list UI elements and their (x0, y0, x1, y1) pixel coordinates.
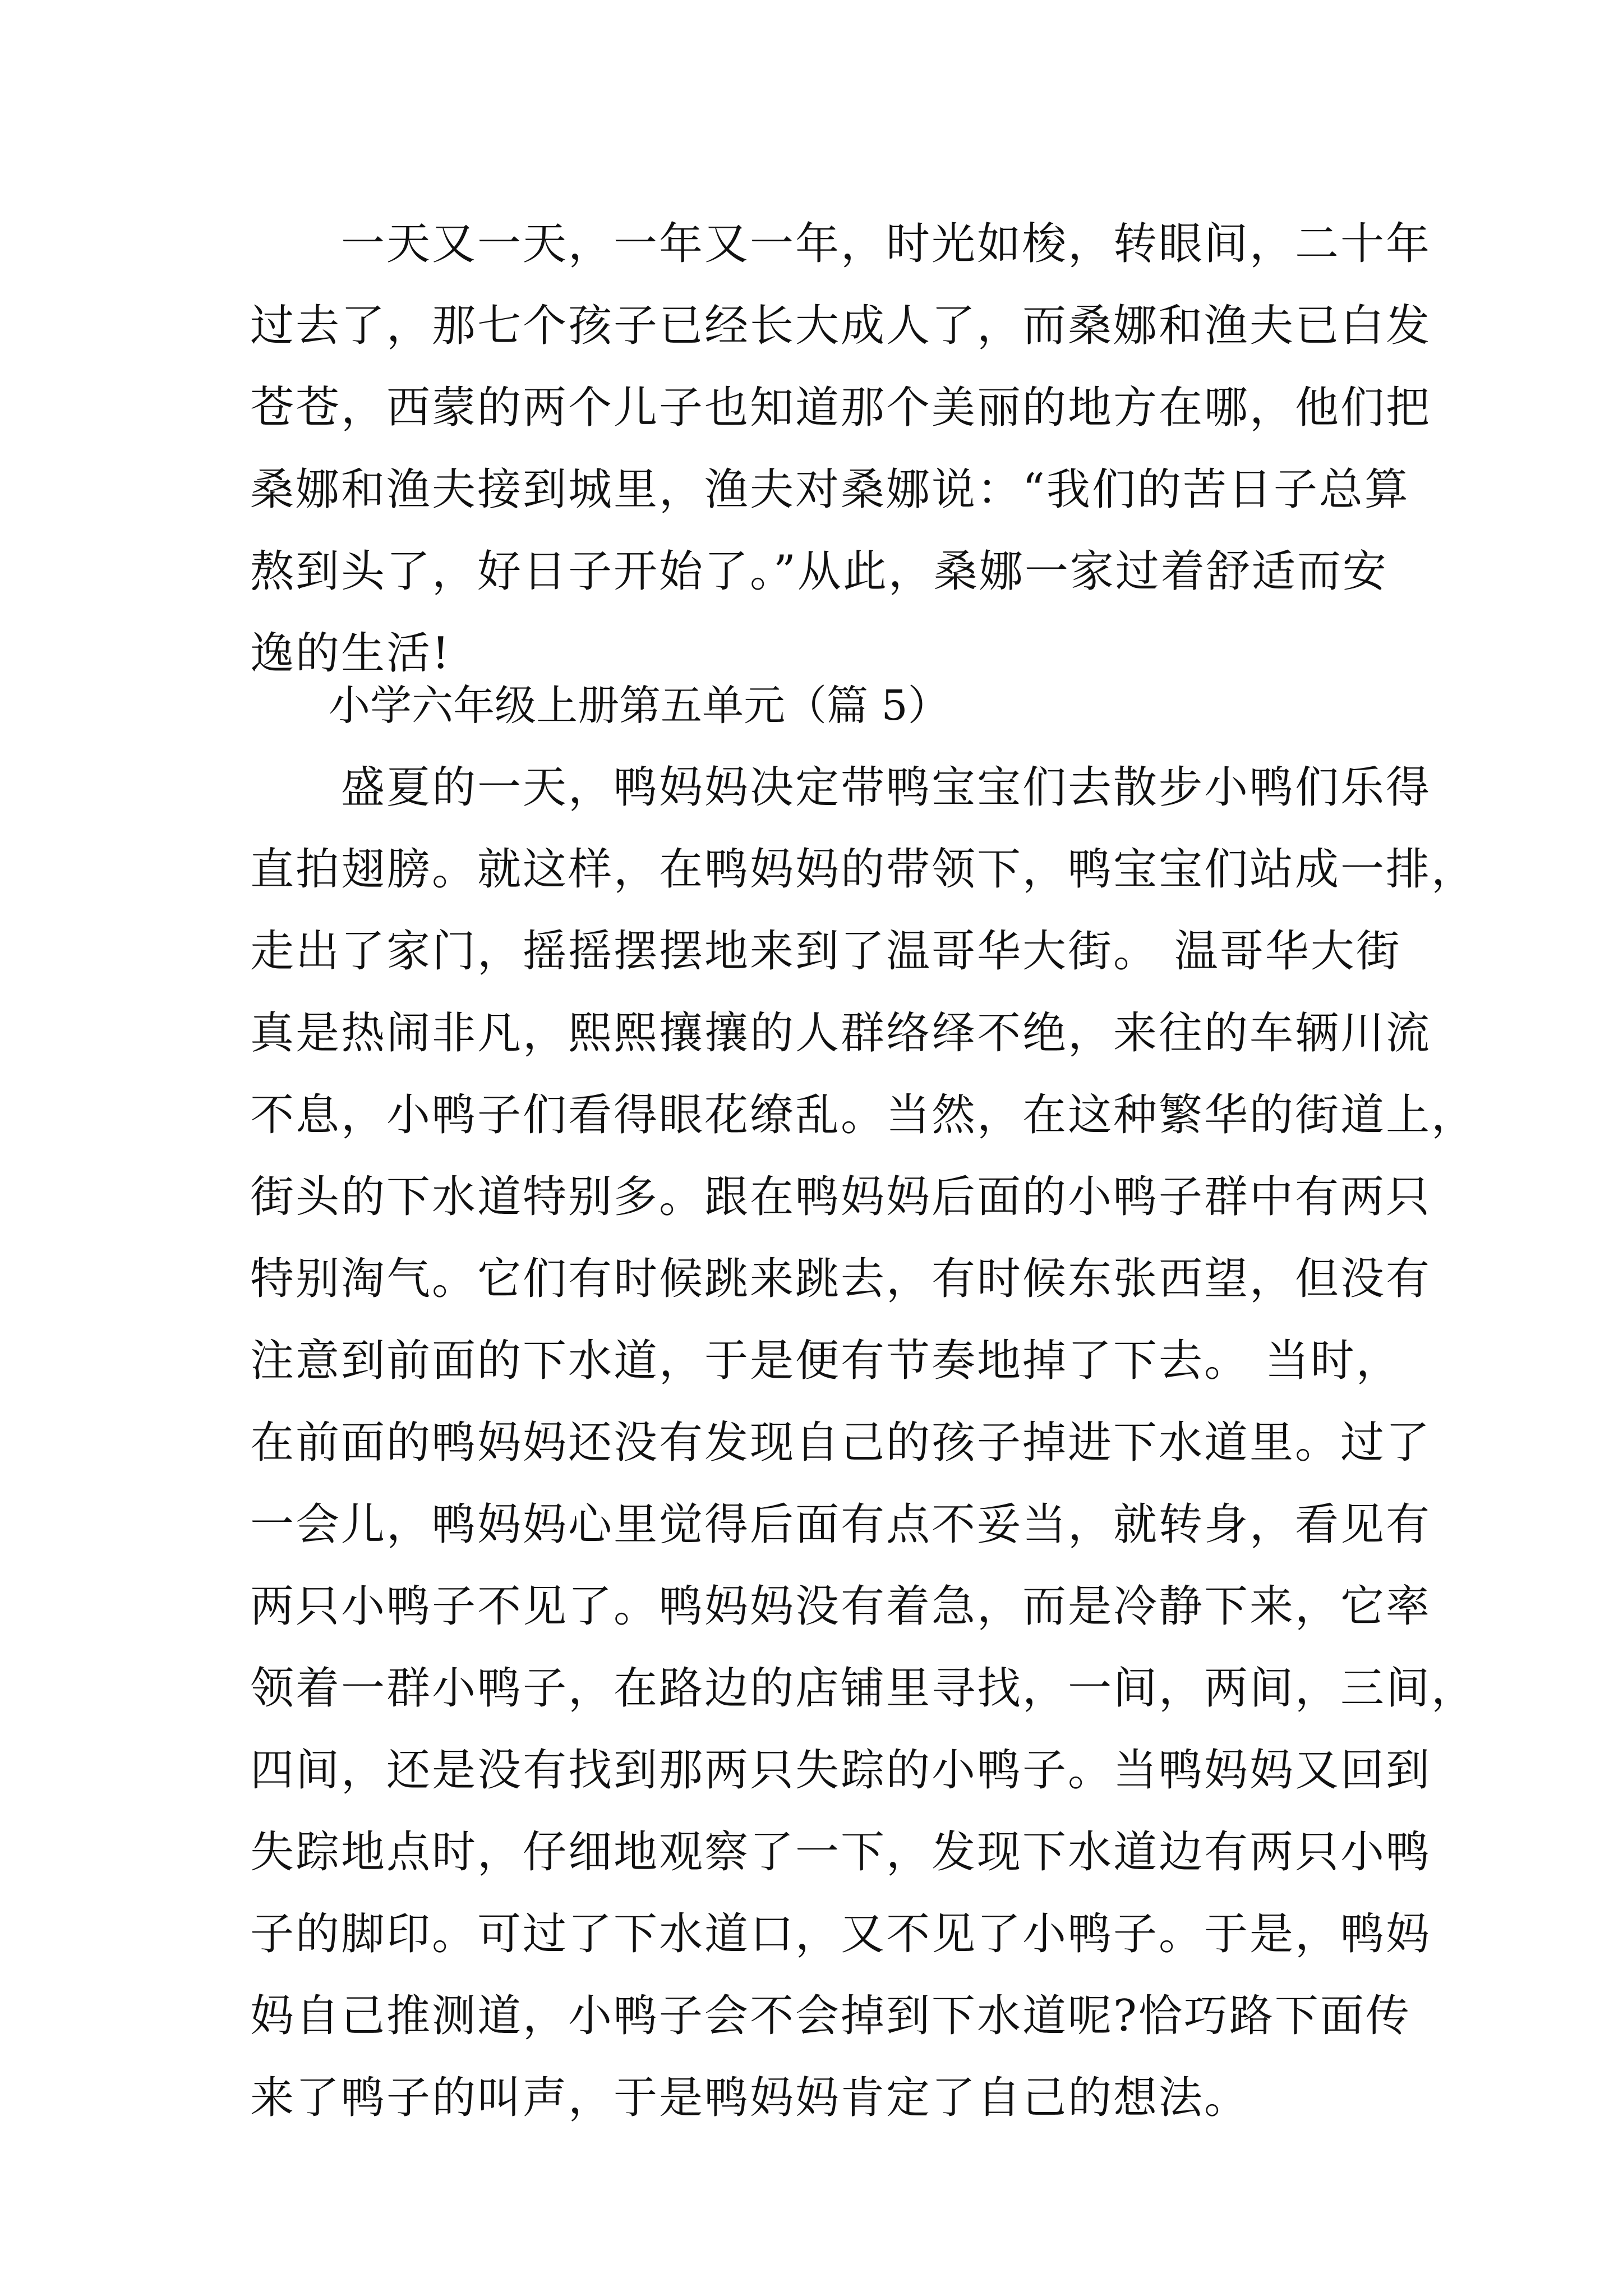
paragraph-2-line: 走出了家门，摇摇摆摆地来到了温哥华大街。 温哥华大街 (250, 926, 1401, 977)
paragraph-2-line: 两只小鸭子不见了。鸭妈妈没有着急，而是冷静下来，它率 (250, 1581, 1432, 1632)
paragraph-2-line: 在前面的鸭妈妈还没有发现自己的孩子掉进下水道里。过了 (250, 1418, 1432, 1468)
paragraph-2-line: 领着一群小鸭子，在路边的店铺里寻找，一间，两间，三间， (250, 1663, 1477, 1714)
paragraph-2 (250, 747, 1477, 2139)
paragraph-1-line: 一天又一天，一年又一年，时光如梭，转眼间，二十年 (250, 219, 1432, 269)
paragraph-2-line: 失踪地点时，仔细地观察了一下，发现下水道边有两只小鸭 (250, 1827, 1432, 1878)
paragraph-1-line: 逸的生活! (250, 628, 451, 679)
paragraph-2-line: 注意到前面的下水道，于是便有节奏地掉了下去。 当时， (250, 1336, 1401, 1386)
paragraph-2-line: 来了鸭子的叫声，于是鸭妈妈肯定了自己的想法。 (250, 2073, 1250, 2123)
paragraph-2-line: 四间，还是没有找到那两只失踪的小鸭子。当鸭妈妈又回到 (250, 1745, 1432, 1796)
section-heading: 小学六年级上册第五单元（篇 5） (329, 682, 949, 730)
paragraph-1-line: 桑娜和渔夫接到城里，渔夫对桑娜说：“我们的苦日子总算 (250, 464, 1410, 515)
paragraph-2-line: 真是热闹非凡，熙熙攘攘的人群络绎不绝，来往的车辆川流 (250, 1008, 1432, 1059)
paragraph-1-line: 苍苍，西蒙的两个儿子也知道那个美丽的地方在哪，他们把 (250, 383, 1432, 433)
paragraph-2-line: 特别淘气。它们有时候跳来跳去，有时候东张西望，但没有 (250, 1254, 1432, 1304)
paragraph-2-line: 盛夏的一天，鸭妈妈决定带鸭宝宝们去散步小鸭们乐得 (250, 762, 1432, 813)
paragraph-2-line: 不息，小鸭子们看得眼花缭乱。当然，在这种繁华的街道上， (250, 1090, 1477, 1140)
paragraph-2-line: 街头的下水道特别多。跟在鸭妈妈后面的小鸭子群中有两只 (250, 1172, 1432, 1222)
paragraph-2-line: 子的脚印。可过了下水道口，又不见了小鸭子。于是，鸭妈 (250, 1909, 1432, 1959)
paragraph-1-line: 过去了，那七个孩子已经长大成人了，而桑娜和渔夫已白发 (250, 301, 1432, 351)
paragraph-2-line: 一会儿，鸭妈妈心里觉得后面有点不妥当，就转身，看见有 (250, 1499, 1432, 1550)
paragraph-1 (250, 203, 1432, 694)
paragraph-2-line: 妈自己推测道，小鸭子会不会掉到下水道呢?恰巧路下面传 (250, 1991, 1411, 2041)
paragraph-1-line: 熬到头了，好日子开始了。”从此，桑娜一家过着舒适而安 (250, 546, 1388, 597)
paragraph-2-line: 直拍翅膀。就这样，在鸭妈妈的带领下，鸭宝宝们站成一排， (250, 844, 1477, 895)
